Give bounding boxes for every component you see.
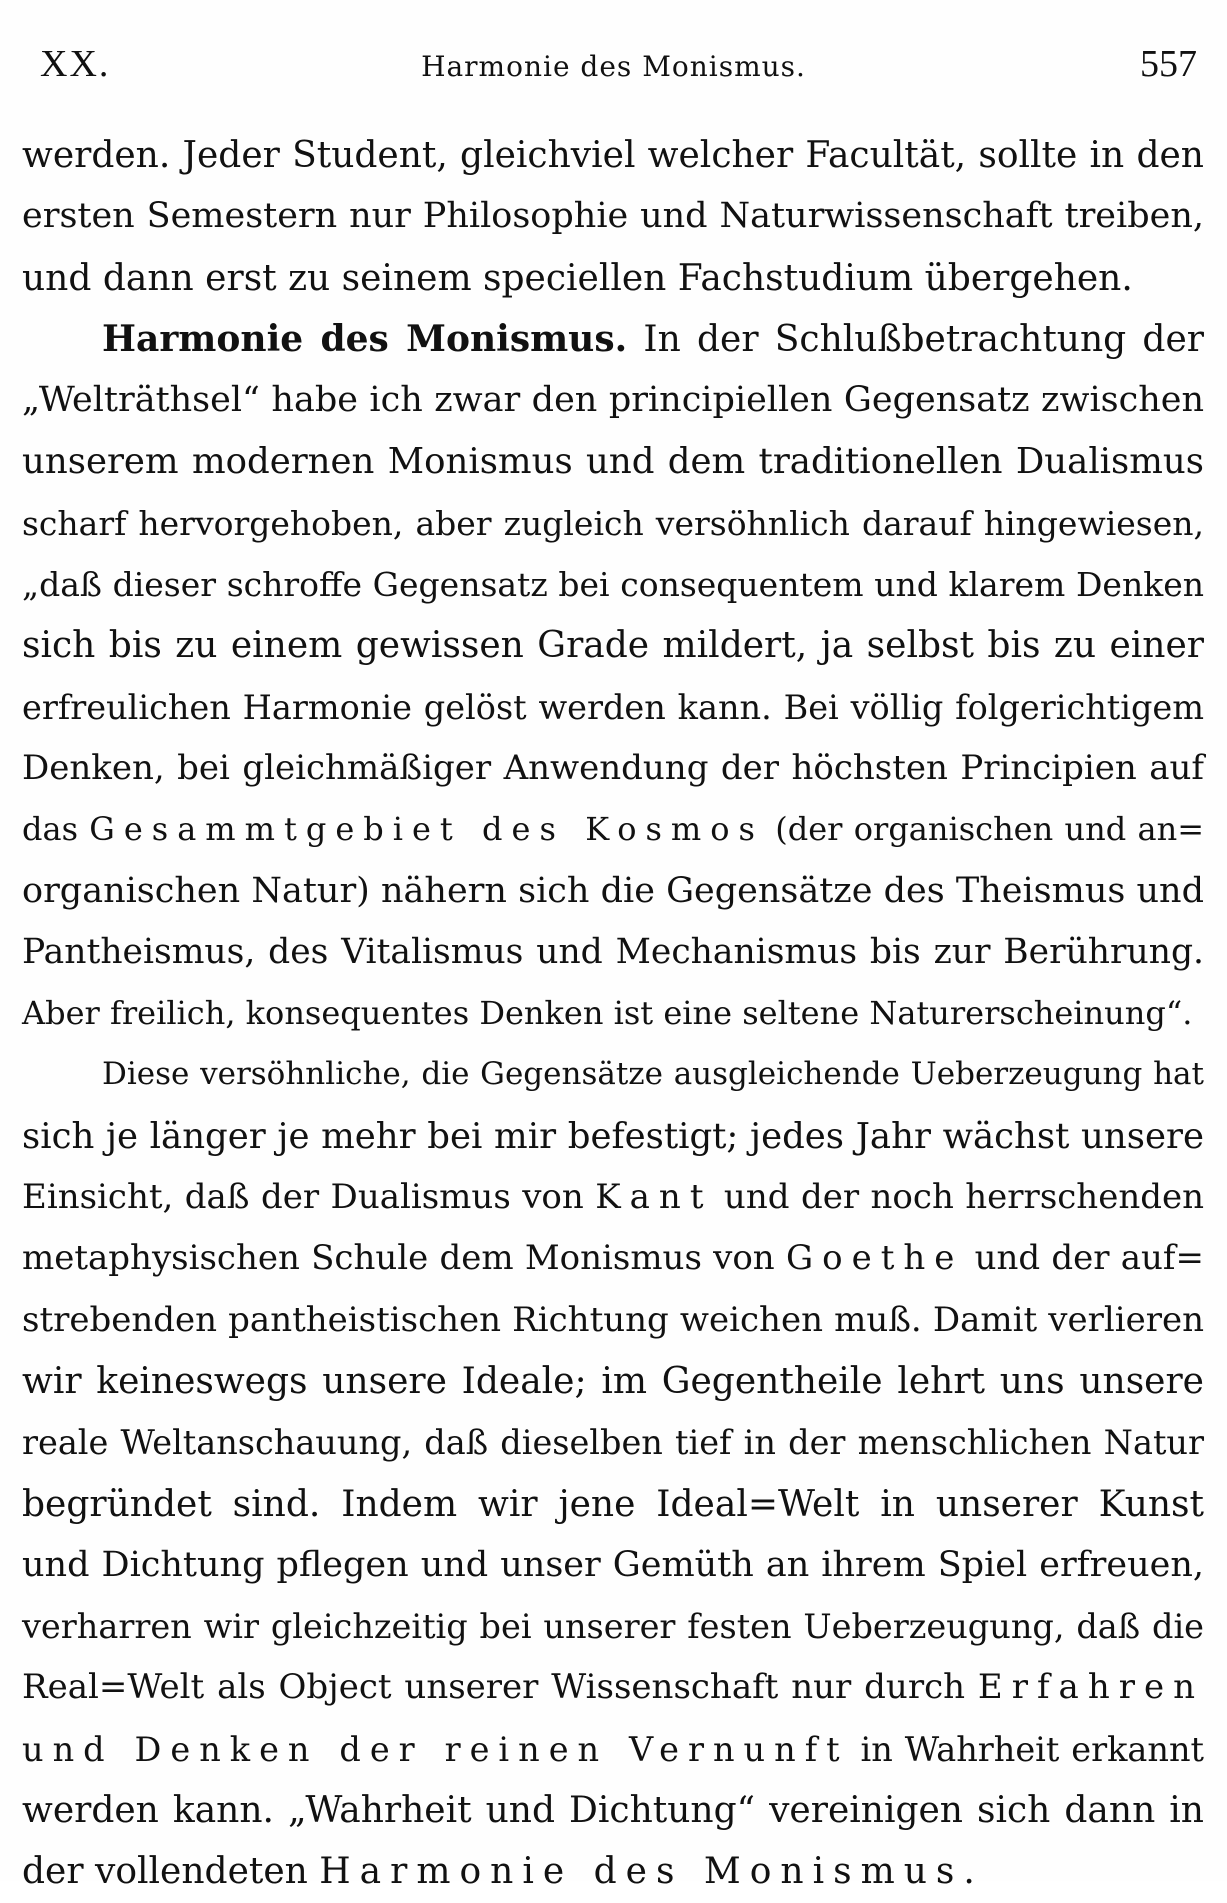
line-text: metaphysischen Schule dem Monismus von (22, 1238, 786, 1279)
text-line (22, 1780, 1204, 1841)
line-text: „daß dieser schroffe Gegensatz bei consequentem und klarem Denken (22, 565, 1204, 605)
text-line (22, 1719, 1204, 1780)
text-line (22, 738, 1204, 799)
line-text: und der noch herrschenden (712, 1177, 1205, 1218)
running-header (30, 42, 1197, 92)
chapter-number: XX. (40, 43, 111, 85)
spaced-emphasis: Gesammtgebiet des Kosmos (89, 810, 764, 849)
line-text: in Wahrheit erkannt (848, 1729, 1204, 1769)
line-text: Real=Welt als Object unserer Wissenschaft nur durch (22, 1667, 978, 1708)
spaced-emphasis: Harmonie des Monismus (319, 1851, 964, 1893)
section-heading: Harmonie des Monismus. (102, 317, 628, 360)
line-text: wir keineswegs unsere Ideale; im Gegentheile lehrt uns unsere (22, 1360, 1204, 1402)
text-line (22, 431, 1204, 492)
text-line (22, 1167, 1204, 1228)
line-text: unserem modernen Monismus und dem traditionellen Dualismus (22, 441, 1204, 483)
spaced-emphasis: Kant (595, 1177, 713, 1218)
line-text: der vollendeten (22, 1851, 320, 1893)
line-text: begründet sind. Indem wir jene Ideal=Welt in unserer Kunst (22, 1483, 1204, 1525)
text-line (22, 1351, 1204, 1412)
text-line (22, 1228, 1204, 1289)
spaced-emphasis: und Denken der reinen Vernunft (22, 1729, 849, 1769)
running-title: Harmonie des Monismus. (421, 50, 806, 83)
line-text: Aber freilich, konsequentes Denken ist eine seltene Naturerscheinung“. (22, 994, 1193, 1033)
line-text: ersten Semestern nur Philosophie und Naturwissenschaft treiben, (22, 196, 1204, 237)
text-line (22, 1474, 1204, 1535)
spaced-emphasis: Erfahren (977, 1667, 1204, 1708)
text-line (22, 554, 1204, 615)
line-text: verharren wir gleichzeitig bei unserer festen Ueberzeugung, daß die (22, 1607, 1204, 1647)
line-text: Einsicht, daß der Dualismus von (22, 1177, 596, 1218)
line-text: werden kann. „Wahrheit und Dichtung“ vereinigen sich dann in (22, 1790, 1204, 1832)
line-text: sich je länger je mehr bei mir befestigt; jedes Jahr wächst unsere (22, 1115, 1204, 1157)
text-line (22, 309, 1204, 370)
text-line (22, 125, 1204, 186)
text-line (22, 615, 1204, 676)
line-text: erfreulichen Harmonie gelöst werden kann. Bei völlig folgerichtigem (22, 687, 1204, 727)
line-text: „Welträthsel“ habe ich zwar den principiellen Gegensatz zwischen (22, 380, 1204, 421)
text-line (22, 248, 1204, 309)
line-text: scharf hervorgehoben, aber zugleich versöhnlich darauf hingewiesen, (22, 503, 1204, 543)
text-line (22, 1596, 1204, 1657)
line-text: Pantheismus, des Vitalismus und Mechanismus bis zur Berührung. (22, 931, 1204, 972)
text-line (22, 799, 1204, 860)
text-line (22, 186, 1204, 247)
text-line (22, 983, 1204, 1044)
text-line (22, 1106, 1204, 1167)
line-text: das (22, 810, 90, 849)
line-text: In der Schlußbetrachtung der (627, 318, 1204, 360)
page-number: 557 (1140, 43, 1197, 85)
line-text: Denken, bei gleichmäßiger Anwendung der höchsten Principien auf (22, 747, 1204, 788)
text-line (22, 1841, 1204, 1902)
text-line (22, 1412, 1204, 1473)
text-line (22, 1657, 1204, 1718)
line-text: und dann erst zu seinem speciellen Fachstudium übergehen. (22, 257, 1133, 299)
spaced-emphasis: Goethe (785, 1238, 964, 1279)
line-text: reale Weltanschauung, daß dieselben tief in der menschlichen Natur (22, 1423, 1204, 1463)
text-line (22, 493, 1204, 554)
line-text: und der auf= (963, 1238, 1204, 1279)
line-text: organischen Natur) nähern sich die Gegensätze des Theismus und (22, 870, 1204, 911)
line-text: sich bis zu einem gewissen Grade mildert, ja selbst bis zu einer (22, 625, 1204, 667)
line-text: strebenden pantheistischen Richtung weichen muß. Damit verlieren (22, 1299, 1204, 1340)
text-line (22, 1290, 1204, 1351)
line-text: und Dichtung pflegen und unser Gemüth an ihrem Spiel erfreuen, (22, 1544, 1204, 1585)
body-text (22, 125, 1204, 1903)
line-text: (der organischen und an= (763, 810, 1205, 849)
text-line (22, 861, 1204, 922)
text-line (22, 677, 1204, 738)
line-text: . (963, 1851, 975, 1893)
text-line (22, 370, 1204, 431)
text-line (22, 922, 1204, 983)
text-line (22, 1044, 1204, 1105)
line-text: Diese versöhnliche, die Gegensätze ausgleichende Ueberzeugung hat (102, 1056, 1204, 1093)
text-line (22, 1535, 1204, 1596)
line-text: werden. Jeder Student, gleichviel welcher Facultät, sollte in den (22, 135, 1204, 176)
